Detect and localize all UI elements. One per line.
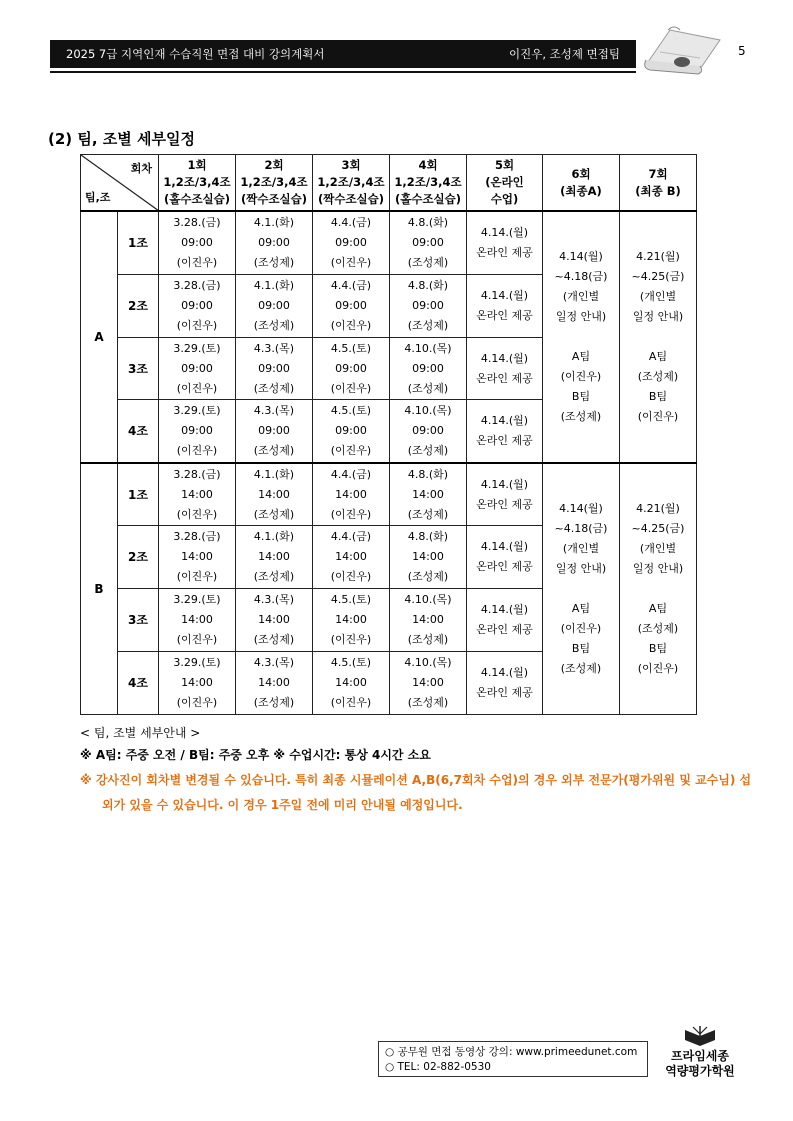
session-cell: 4.14.(월) 온라인 제공 [467,526,543,589]
column-header-2: 2회 1,2조/3,4조 (짝수조실습) [236,155,313,212]
book-logo-icon [683,1026,717,1048]
final-session-b-cell: 4.21(월) ~4.25(금) (개인별 일정 안내) A팀 (조성제) B팀 (이진우) [620,463,697,715]
logo-text-line2: 역량평가학원 [665,1064,735,1078]
document-title: 2025 7급 지역인재 수습직원 면접 대비 강의계획서 [66,47,325,61]
group-label: 4조 [118,652,159,715]
footer-phone: ○ TEL: 02-882-0530 [385,1061,491,1073]
team-label: B [81,463,118,715]
session-cell: 4.3.(목) 14:00 (조성제) [236,589,313,652]
session-cell: 4.1.(화) 09:00 (조성제) [236,274,313,337]
header-row [81,155,697,212]
session-cell: 4.14.(월) 온라인 제공 [467,211,543,274]
session-cell: 3.29.(토) 14:00 (이진우) [159,652,236,715]
academy-logo [660,1026,740,1079]
session-cell: 4.10.(목) 09:00 (조성제) [390,400,467,463]
footer-website: ○ 공무원 면접 동영상 강의: www.primeedunet.com [385,1046,638,1058]
session-cell: 3.29.(토) 09:00 (이진우) [159,400,236,463]
table-row [81,463,697,526]
session-cell: 4.5.(토) 14:00 (이진우) [313,589,390,652]
session-cell: 3.28.(금) 14:00 (이진우) [159,526,236,589]
header-divider [50,71,636,73]
session-cell: 3.29.(토) 09:00 (이진우) [159,337,236,400]
session-cell: 4.14.(월) 온라인 제공 [467,463,543,526]
session-cell: 3.29.(토) 14:00 (이진우) [159,589,236,652]
group-label: 2조 [118,526,159,589]
session-cell: 4.10.(목) 14:00 (조성제) [390,652,467,715]
footer-contact-box [378,1041,648,1077]
session-cell: 4.3.(목) 09:00 (조성제) [236,400,313,463]
team-name: 이진우, 조성제 면접팀 [509,47,620,61]
corner-label-session: 회차 [130,162,152,175]
logo-text-line1: 프라임세종 [671,1049,729,1063]
session-cell: 4.3.(목) 09:00 (조성제) [236,337,313,400]
note-schedule: ※ A팀: 주중 오전 / B팀: 주중 오후 ※ 수업시간: 통상 4시간 소요 [80,748,431,762]
session-cell: 4.4.(금) 14:00 (이진우) [313,526,390,589]
session-cell: 4.1.(화) 14:00 (조성제) [236,526,313,589]
group-label: 2조 [118,274,159,337]
column-header-7: 7회 (최종 B) [620,155,697,212]
note-instructor-change: ※ 강사진이 회차별 변경될 수 있습니다. 특히 최종 시뮬레이션 A,B(6,7회차 수업)의 경우 외부 전문가(평가위원 및 교수님) 섭외가 있을 수 있습니다. 이 경우 1주일 전에 미리 안내될 예정입니다. [80,773,752,812]
page-number: 5 [738,44,746,58]
session-cell: 4.8.(화) 09:00 (조성제) [390,274,467,337]
final-session-a-cell: 4.14(월) ~4.18(금) (개인별 일정 안내) A팀 (이진우) B팀 (조성제) [543,211,620,463]
corner-label-team: 팀,조 [85,191,111,205]
group-label: 4조 [118,400,159,463]
session-cell: 3.28.(금) 14:00 (이진우) [159,463,236,526]
group-label: 3조 [118,337,159,400]
table-row [81,211,697,274]
session-cell: 4.8.(화) 14:00 (조성제) [390,463,467,526]
session-cell: 4.1.(화) 09:00 (조성제) [236,211,313,274]
session-cell: 4.8.(화) 14:00 (조성제) [390,526,467,589]
session-cell: 3.28.(금) 09:00 (이진우) [159,211,236,274]
final-session-a-cell: 4.14(월) ~4.18(금) (개인별 일정 안내) A팀 (이진우) B팀 (조성제) [543,463,620,715]
table-caption: < 팀, 조별 세부안내 > [80,726,201,740]
session-cell: 4.1.(화) 14:00 (조성제) [236,463,313,526]
group-label: 1조 [118,463,159,526]
session-cell: 4.4.(금) 09:00 (이진우) [313,274,390,337]
team-label: A [81,211,118,463]
session-cell: 4.5.(토) 09:00 (이진우) [313,337,390,400]
schedule-table [80,154,697,715]
column-header-5: 5회 (온라인 수업) [467,155,543,212]
column-header-1: 1회 1,2조/3,4조 (홀수조실습) [159,155,236,212]
session-cell: 4.8.(화) 09:00 (조성제) [390,211,467,274]
session-cell: 4.10.(목) 14:00 (조성제) [390,589,467,652]
session-cell: 4.5.(토) 14:00 (이진우) [313,652,390,715]
session-cell: 4.14.(월) 온라인 제공 [467,274,543,337]
session-cell: 4.10.(목) 09:00 (조성제) [390,337,467,400]
section-title: (2) 팀, 조별 세부일정 [48,130,195,148]
session-cell: 4.4.(금) 09:00 (이진우) [313,211,390,274]
session-cell: 4.14.(월) 온라인 제공 [467,652,543,715]
group-label: 3조 [118,589,159,652]
session-cell: 4.5.(토) 09:00 (이진우) [313,400,390,463]
corner-cell [81,155,159,212]
session-cell: 4.3.(목) 14:00 (조성제) [236,652,313,715]
group-label: 1조 [118,211,159,274]
final-session-b-cell: 4.21(월) ~4.25(금) (개인별 일정 안내) A팀 (조성제) B팀 (이진우) [620,211,697,463]
session-cell: 4.14.(월) 온라인 제공 [467,589,543,652]
session-cell: 4.4.(금) 14:00 (이진우) [313,463,390,526]
column-header-3: 3회 1,2조/3,4조 (짝수조실습) [313,155,390,212]
column-header-6: 6회 (최종A) [543,155,620,212]
session-cell: 3.28.(금) 09:00 (이진우) [159,274,236,337]
header-bar [50,40,636,68]
scroll-icon [640,22,726,78]
column-header-4: 4회 1,2조/3,4조 (홀수조실습) [390,155,467,212]
session-cell: 4.14.(월) 온라인 제공 [467,337,543,400]
session-cell: 4.14.(월) 온라인 제공 [467,400,543,463]
